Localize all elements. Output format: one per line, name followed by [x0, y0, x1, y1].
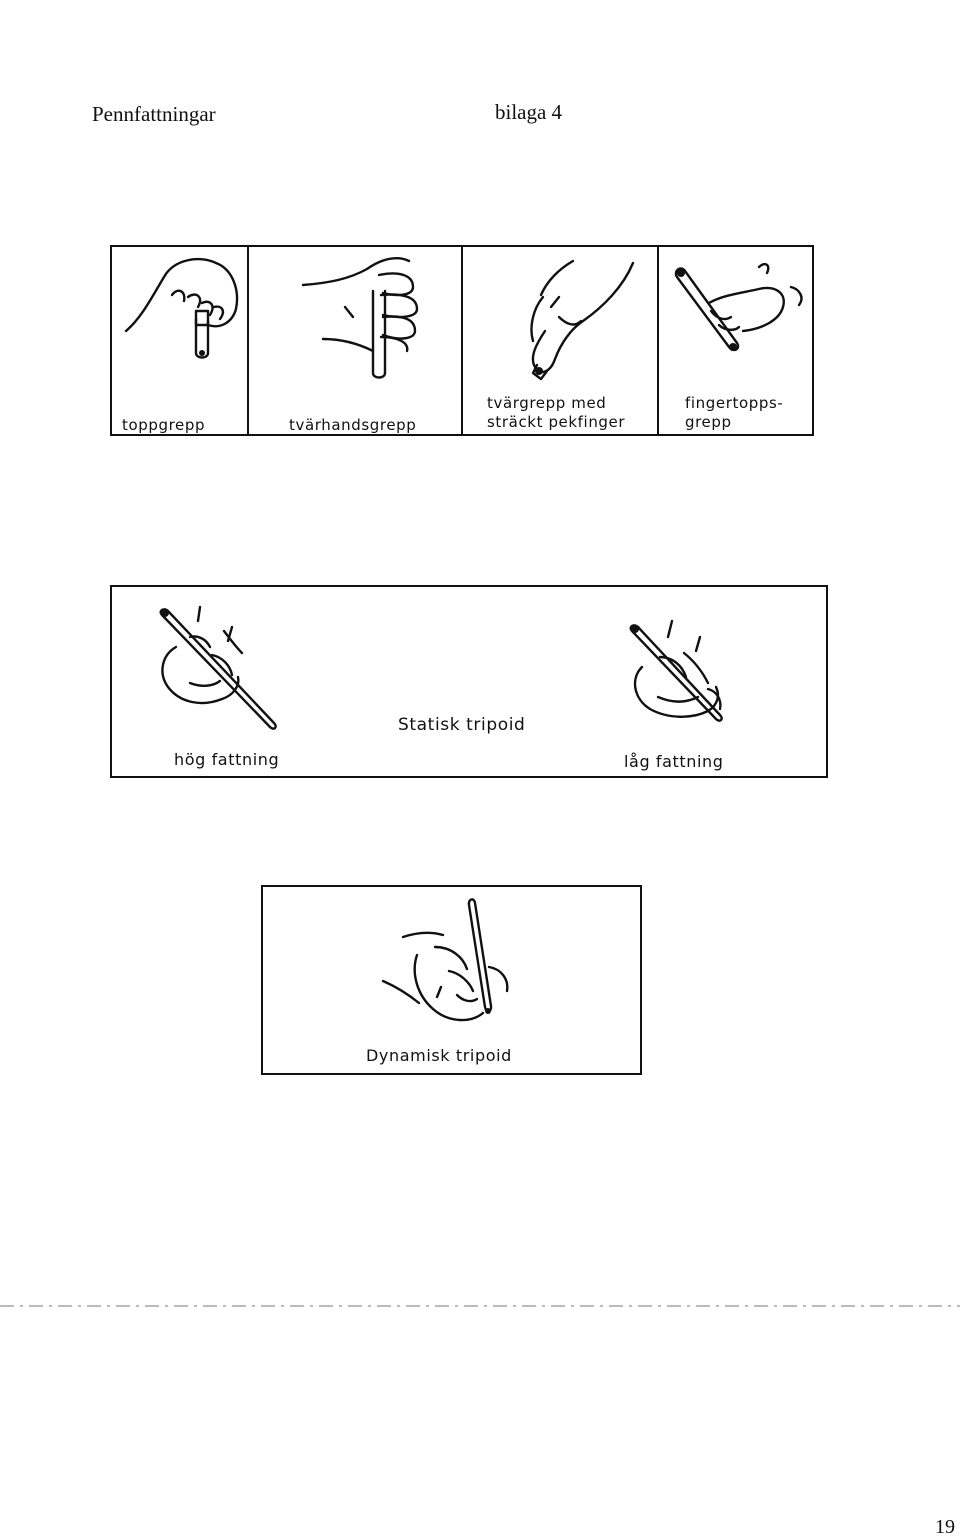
grip-label-3-line1: tvärgrepp med — [487, 394, 607, 412]
grip-label-3-line2: sträckt pekfinger — [487, 413, 626, 431]
low-grip-hand-illustration — [631, 621, 722, 721]
dynamic-tripod-panel — [261, 885, 642, 1075]
static-tripod-title: Statisk tripoid — [398, 715, 526, 735]
footer-rule — [0, 1304, 960, 1308]
high-grip-caption: hög fattning — [174, 750, 280, 769]
grip-label-1: toppgrepp — [122, 416, 206, 434]
static-tripod-panel — [110, 585, 828, 778]
grip-cell-tvarhandsgrepp — [249, 247, 463, 434]
page-number: 19 — [935, 1516, 955, 1538]
high-grip-hand-illustration — [161, 607, 276, 729]
appendix-label: bilaga 4 — [495, 100, 563, 124]
grip-cell-tvargrepp — [463, 247, 659, 434]
dynamic-tripod-title: Dynamisk tripoid — [366, 1046, 512, 1065]
low-grip-caption: låg fattning — [624, 752, 724, 771]
grip-cell-fingertoppsgrepp — [659, 247, 812, 434]
grip-types-panel — [110, 245, 814, 436]
grip-label-4-line2: grepp — [685, 413, 732, 431]
grip-cell-toppgrepp — [112, 247, 249, 434]
page-title: Pennfattningar — [92, 102, 216, 126]
palm-grip-illustration — [249, 247, 461, 435]
top-grip-illustration — [112, 247, 247, 435]
grip-label-4-line1: fingertopps- — [685, 394, 784, 412]
grip-label-2: tvärhandsgrepp — [289, 416, 417, 434]
static-tripod-illustrations — [112, 587, 826, 776]
